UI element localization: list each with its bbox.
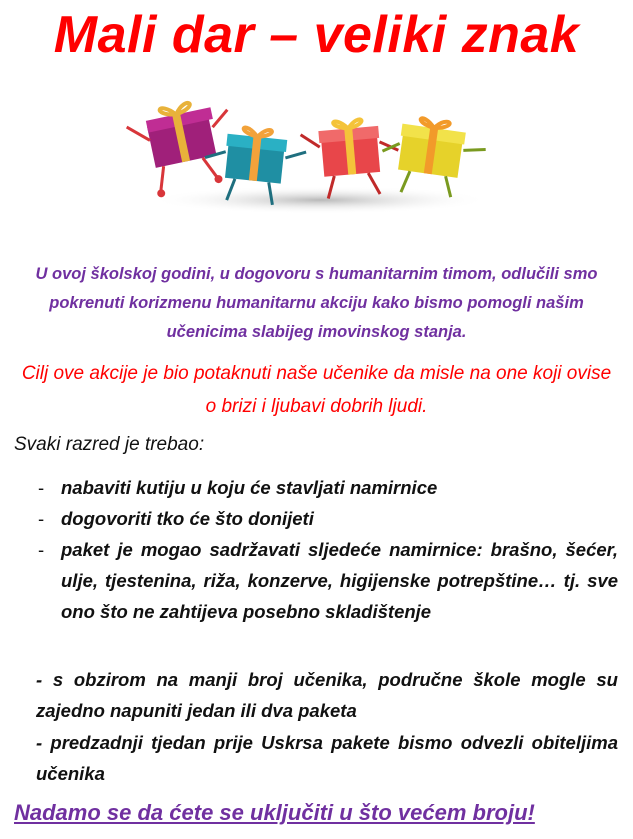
purple-gift-icon bbox=[124, 95, 242, 201]
list-item bbox=[36, 534, 618, 627]
list-item-text: dogovoriti tko će što donijeti bbox=[61, 508, 314, 529]
requirement-list bbox=[36, 472, 618, 627]
intro-paragraph: U ovoj školskoj godini, u dogovoru s humanitarnim timom, odlučili smo pokrenuti korizmenu humanitarnu akciju kako bismo pomogli našim učenicima slabijeg imovinskog stanja. bbox=[35, 265, 598, 341]
list-item-text: paket je mogao sadržavati sljedeće namirnice: brašno, šećer, ulje, tjestenina, riža, konzerve, higijenske potrepštine… tj. sve ono što ne zahtijeva posebno skladištenje bbox=[61, 539, 618, 622]
list-dash: - bbox=[38, 539, 45, 560]
list-item bbox=[36, 472, 618, 503]
list-item bbox=[36, 503, 618, 534]
dancing-gifts-illustration bbox=[105, 92, 525, 222]
delivery-paragraph: - predzadnji tjedan prije Uskrsa pakete bismo odvezli obiteljima učenika bbox=[36, 732, 618, 784]
list-dash: - bbox=[38, 477, 45, 498]
page-title: Mali dar – veliki znak bbox=[53, 6, 580, 64]
list-dash: - bbox=[38, 508, 45, 529]
closing-line: Nadamo se da ćete se uključiti u što većem broju! bbox=[14, 800, 535, 825]
schools-paragraph: - s obzirom na manji broj učenika, područne škole mogle su zajedno napuniti jedan ili dva paketa bbox=[36, 669, 618, 721]
requirement-heading: Svaki razred je trebao: bbox=[14, 434, 205, 455]
goal-paragraph: Cilj ove akcije je bio potaknuti naše učenike da misle na one koji ovise o brizi i ljubavi dobrih ljudi. bbox=[21, 363, 612, 417]
list-item-text: nabaviti kutiju u koju će stavljati namirnice bbox=[61, 477, 438, 498]
